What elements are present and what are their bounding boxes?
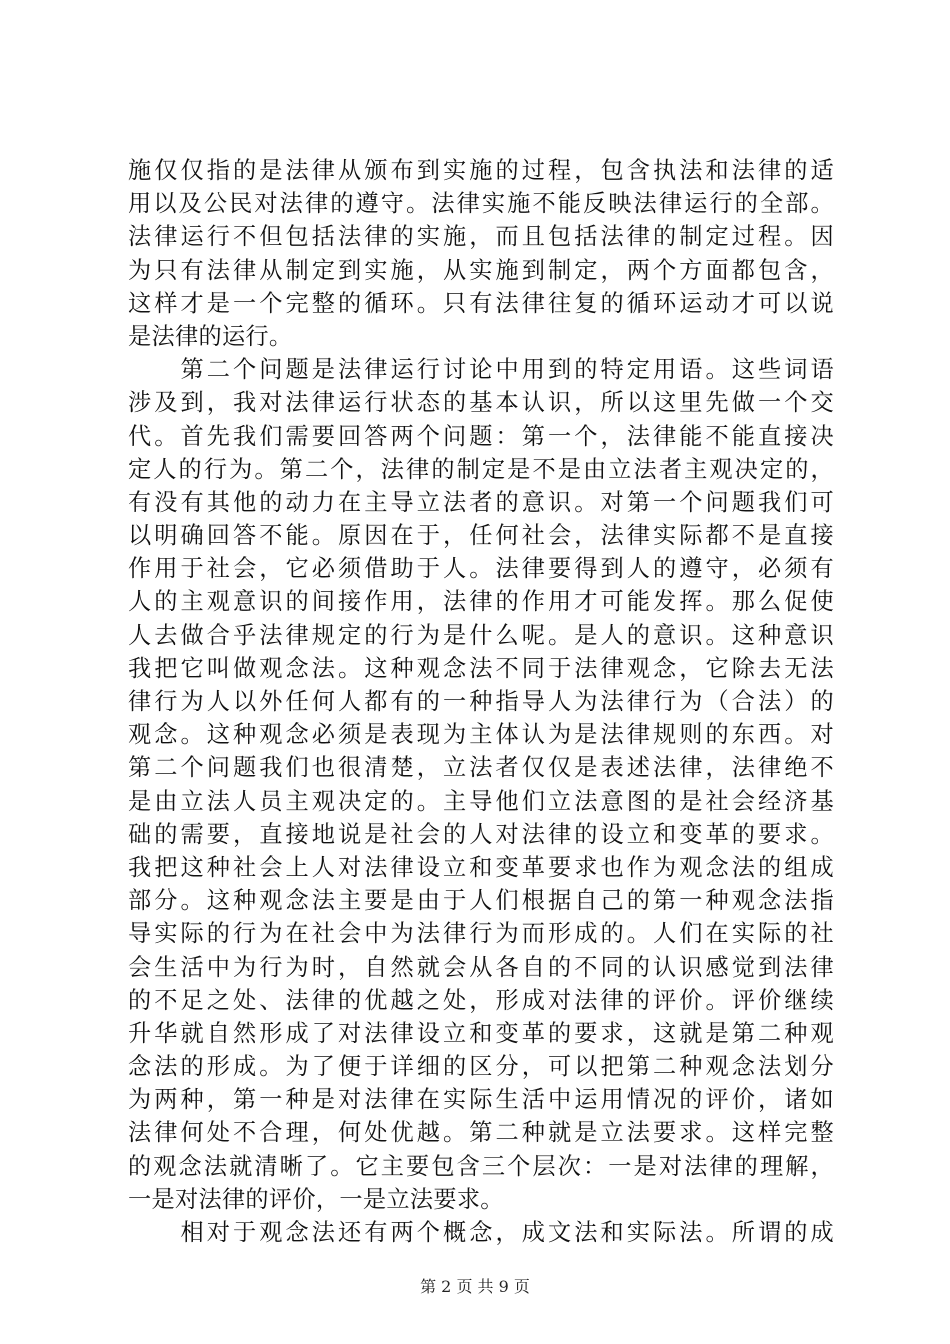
text-line: 代。首先我们需要回答两个问题：第一个，法律能不能直接决	[128, 422, 834, 450]
text-line: 以明确回答不能。原因在于，任何社会，法律实际都不是直接	[128, 522, 834, 550]
text-line: 会生活中为行为时，自然就会从各自的不同的认识感觉到法律	[128, 953, 834, 981]
text-line: 的不足之处、法律的优越之处，形成对法律的评价。评价继续	[128, 986, 834, 1014]
text-line: 法律运行不但包括法律的实施，而且包括法律的制定过程。因	[128, 223, 834, 251]
text-line: 为只有法律从制定到实施，从实施到制定，两个方面都包含，	[128, 256, 834, 284]
text-line: 是法律的运行。	[128, 322, 293, 350]
text-line: 施仅仅指的是法律从颁布到实施的过程，包含执法和法律的适	[128, 157, 834, 184]
text-line: 用以及公民对法律的遵守。法律实施不能反映法律运行的全部。	[128, 190, 834, 218]
text-line: 有没有其他的动力在主导立法者的意识。对第一个问题我们可	[128, 488, 834, 516]
text-line: 涉及到，我对法律运行状态的基本认识，所以这里先做一个交	[128, 389, 834, 417]
text-line: 升华就自然形成了对法律设立和变革的要求，这就是第二种观	[128, 1019, 834, 1047]
text-line: 念法的形成。为了便于详细的区分，可以把第二种观念法划分	[128, 1053, 834, 1081]
text-line: 相对于观念法还有两个概念，成文法和实际法。所谓的成	[128, 1219, 834, 1246]
text-line: 定人的行为。第二个，法律的制定是不是由立法者主观决定的，	[128, 455, 834, 483]
text-line: 这样才是一个完整的循环。只有法律往复的循环运动才可以说	[128, 289, 834, 317]
text-line: 为两种，第一种是对法律在实际生活中运用情况的评价，诸如	[128, 1086, 834, 1114]
page-number: 第 2 页 共 9 页	[420, 1277, 530, 1296]
text-line: 第二个问题是法律运行讨论中用到的特定用语。这些词语	[128, 356, 834, 384]
text-line: 第二个问题我们也很清楚，立法者仅仅是表述法律，法律绝不	[128, 754, 834, 782]
text-line: 人去做合乎法律规定的行为是什么呢。是人的意识。这种意识	[128, 621, 834, 649]
text-line: 人的主观意识的间接作用，法律的作用才可能发挥。那么促使	[128, 588, 834, 616]
text-line: 我把这种社会上人对法律设立和变革要求也作为观念法的组成	[128, 853, 834, 881]
text-line: 部分。这种观念法主要是由于人们根据自己的第一种观念法指	[128, 887, 834, 915]
text-line: 作用于社会，它必须借助于人。法律要得到人的遵守，必须有	[128, 555, 834, 583]
text-line: 一是对法律的评价，一是立法要求。	[128, 1185, 504, 1213]
text-line: 础的需要，直接地说是社会的人对法律的设立和变革的要求。	[128, 820, 834, 848]
text-line: 法律何处不合理，何处优越。第二种就是立法要求。这样完整	[128, 1119, 834, 1147]
text-line: 观念。这种观念必须是表现为主体认为是法律规则的东西。对	[128, 721, 834, 749]
text-line: 的观念法就清晰了。它主要包含三个层次：一是对法律的理解，	[128, 1152, 834, 1180]
text-line: 律行为人以外任何人都有的一种指导人为法律行为（合法）的	[128, 688, 834, 715]
body-text	[128, 154, 834, 1249]
text-line: 我把它叫做观念法。这种观念法不同于法律观念，它除去无法	[128, 654, 834, 682]
text-line: 是由立法人员主观决定的。主导他们立法意图的是社会经济基	[128, 787, 834, 815]
page-footer	[0, 1274, 950, 1297]
text-line: 导实际的行为在社会中为法律行为而形成的。人们在实际的社	[128, 920, 834, 948]
